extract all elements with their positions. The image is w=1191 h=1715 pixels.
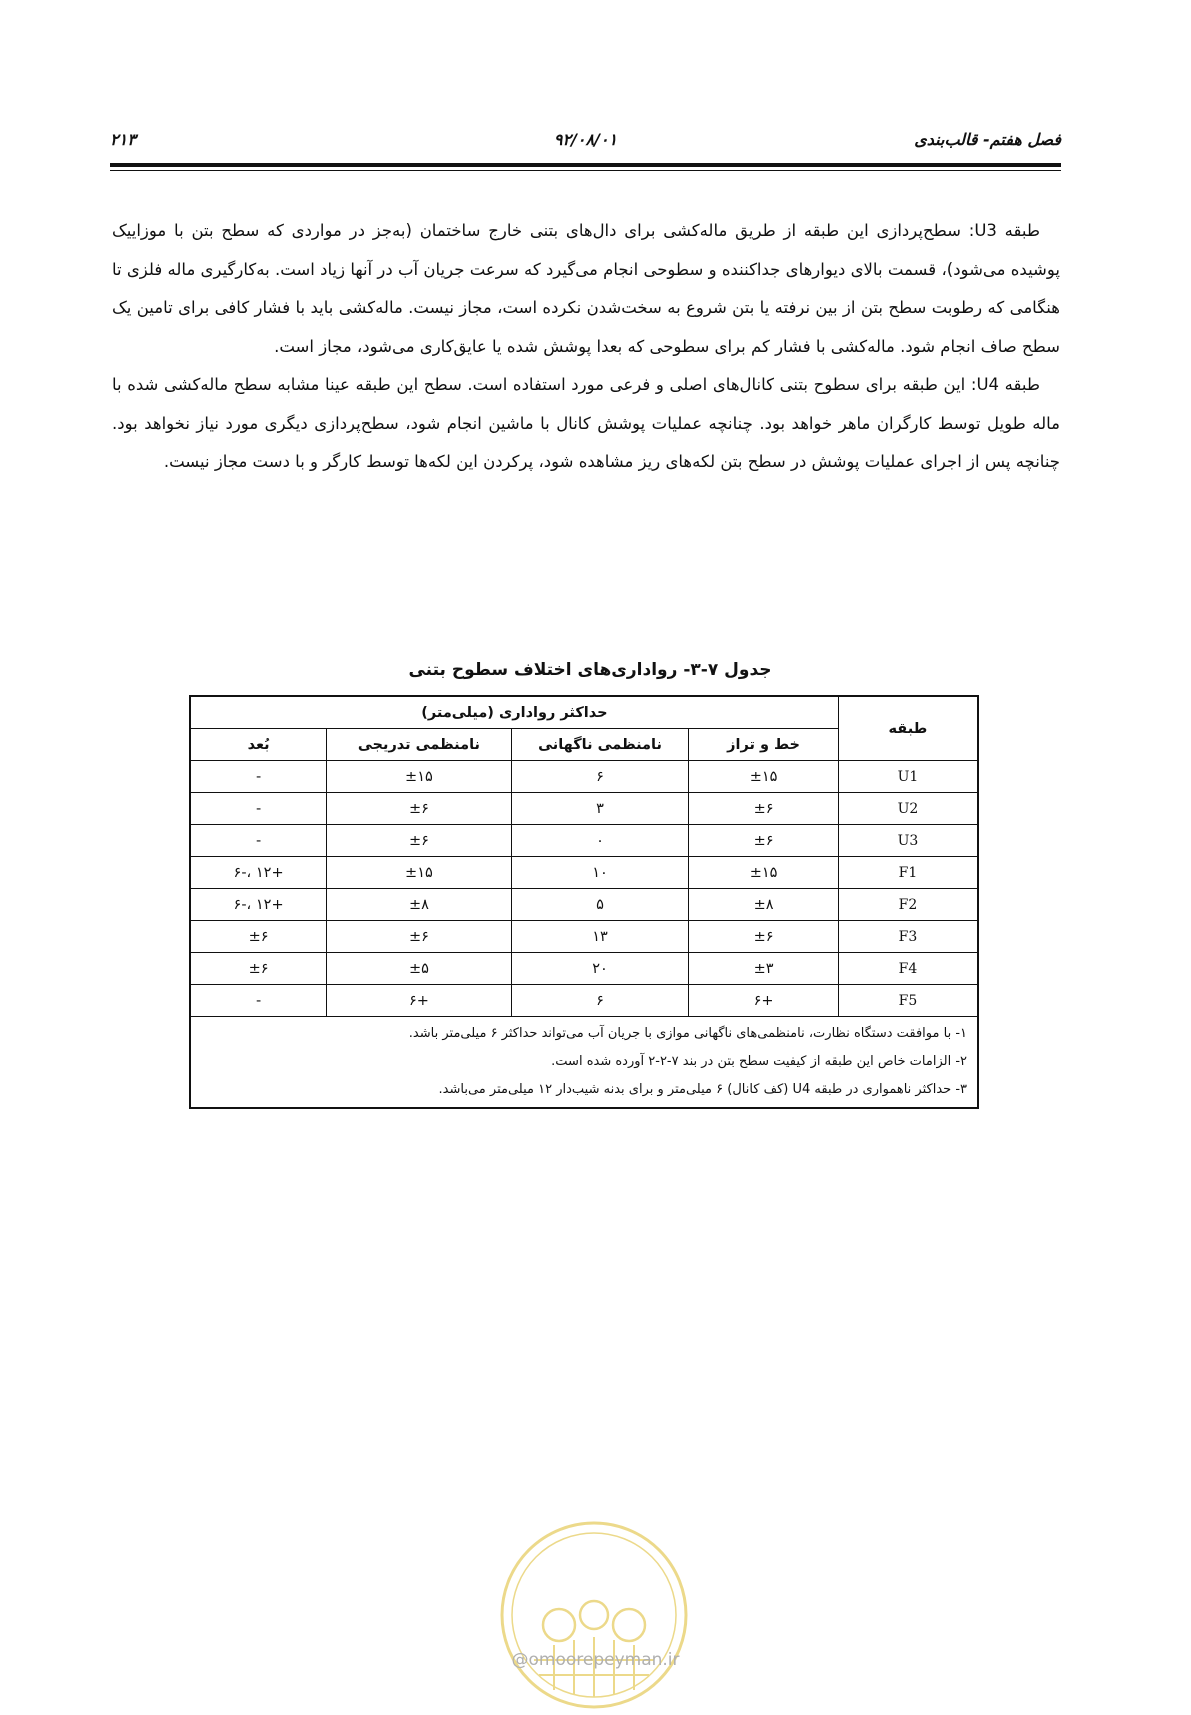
cell-line: +۶ xyxy=(689,985,839,1017)
table-note: ۱- با موافقت دستگاه نظارت، نامنظمی‌های ناگهانی موازی با جریان آب می‌تواند حداکثر ۶ میلی‌متر باشد. xyxy=(408,1026,967,1041)
header-rule-thick xyxy=(110,163,1061,167)
header-line-level: خط و تراز xyxy=(689,729,839,761)
cell-class: F1 xyxy=(838,857,978,889)
header-sudden: نامنظمی ناگهانی xyxy=(511,729,689,761)
table-row xyxy=(190,985,978,1017)
cell-gradual: ±۶ xyxy=(327,825,512,857)
cell-sudden: ۳ xyxy=(511,793,689,825)
cell-class: F3 xyxy=(838,921,978,953)
cell-sudden: ۰ xyxy=(511,825,689,857)
body-text xyxy=(112,212,1060,482)
cell-dimension: - xyxy=(190,825,327,857)
table-notes xyxy=(190,1017,978,1109)
page-header xyxy=(110,130,1061,152)
cell-gradual: ±۵ xyxy=(327,953,512,985)
header-max-tolerance: حداکثر رواداری (میلی‌متر) xyxy=(190,696,838,729)
table-row xyxy=(190,889,978,921)
table-row xyxy=(190,857,978,889)
cell-sudden: ۶ xyxy=(511,985,689,1017)
header-date: ۹۲/۰۸/۰۱ xyxy=(553,130,618,149)
cell-dimension: - xyxy=(190,761,327,793)
cell-class: F2 xyxy=(838,889,978,921)
cell-gradual: ±۱۵ xyxy=(327,857,512,889)
header-gradual: نامنظمی تدریجی xyxy=(327,729,512,761)
cell-line: ±۶ xyxy=(689,793,839,825)
cell-dimension: +۱۲ ،-۶ xyxy=(190,889,327,921)
cell-class: U1 xyxy=(838,761,978,793)
cell-dimension: +۱۲ ،-۶ xyxy=(190,857,327,889)
tolerance-table xyxy=(189,695,979,1109)
cell-sudden: ۱۳ xyxy=(511,921,689,953)
cell-class: U3 xyxy=(838,825,978,857)
cell-class: F5 xyxy=(838,985,978,1017)
cell-sudden: ۶ xyxy=(511,761,689,793)
cell-line: ±۳ xyxy=(689,953,839,985)
cell-dimension: ±۶ xyxy=(190,953,327,985)
page-number: ۲۱۳ xyxy=(110,130,136,149)
cell-dimension: - xyxy=(190,985,327,1017)
cell-line: ±۱۵ xyxy=(689,761,839,793)
cell-class: F4 xyxy=(838,953,978,985)
table-row xyxy=(190,953,978,985)
cell-line: ±۶ xyxy=(689,825,839,857)
cell-line: ±۱۵ xyxy=(689,857,839,889)
cell-gradual: ±۶ xyxy=(327,793,512,825)
table-header-row xyxy=(190,696,978,729)
table-row xyxy=(190,761,978,793)
cell-sudden: ۲۰ xyxy=(511,953,689,985)
cell-gradual: +۶ xyxy=(327,985,512,1017)
cell-sudden: ۱۰ xyxy=(511,857,689,889)
cell-class: U2 xyxy=(838,793,978,825)
paragraph-u4: طبقه U4: این طبقه برای سطوح بتنی کانال‌های اصلی و فرعی مورد استفاده است. سطح این طبقه عینا مشابه سطح ماله‌کشی شده با ماله طویل توسط کارگران ماهر خواهد بود. چنانچه عملیات پوشش کانال با ماشین انجام شود، سطح‌پردازی دیگری مورد نیاز نخواهد بود. چنانچه پس از اجرای عملیات پوشش در سطح بتن لکه‌های ریز مشاهده شود، پرکردن این لکه‌ها توسط کارگر و با دست مجاز نیست. xyxy=(112,375,1060,471)
header-rule-thin xyxy=(110,170,1061,171)
table-row xyxy=(190,825,978,857)
watermark-website: @omoorepeyman.ir xyxy=(511,1650,680,1670)
cell-gradual: ±۸ xyxy=(327,889,512,921)
table-row xyxy=(190,793,978,825)
watermark-seal-logo xyxy=(494,1515,694,1715)
cell-line: ±۶ xyxy=(689,921,839,953)
cell-line: ±۸ xyxy=(689,889,839,921)
header-dimension: بُعد xyxy=(190,729,327,761)
cell-gradual: ±۱۵ xyxy=(327,761,512,793)
chapter-title: فصل هفتم- قالب‌بندی xyxy=(914,130,1061,149)
table-row xyxy=(190,921,978,953)
cell-gradual: ±۶ xyxy=(327,921,512,953)
table-caption: جدول ۷-۳- رواداری‌های اختلاف سطوح بتنی xyxy=(408,660,772,680)
table-note: ۳- حداکثر ناهمواری در طبقه U4 (کف کانال) ۶ میلی‌متر و برای بدنه شیب‌دار ۱۲ میلی‌متر می‌باشد. xyxy=(438,1082,967,1097)
header-class: طبقه xyxy=(838,696,978,761)
paragraph-u3: طبقه U3: سطح‌پردازی این طبقه از طریق ماله‌کشی برای دال‌های بتنی خارج ساختمان (به‌جز در مواردی که سطح بتن با موزاییک پوشیده می‌شود)، قسمت بالای دیوارهای جداکننده و سطوحی انجام می‌گیرد که سرعت جریان آب در آنها زیاد است. به‌کارگیری ماله فلزی تا هنگامی که رطوبت سطح بتن از بین نرفته یا بتن شروع به سخت‌شدن نکرده است، مجاز نیست. ماله‌کشی باید با فشار کافی برای تامین یک سطح صاف انجام شود. ماله‌کشی با فشار کم برای سطوحی که بعدا پوشش شده یا عایق‌کاری می‌شود، مجاز است. xyxy=(112,221,1060,356)
table-note: ۲- الزامات خاص این طبقه از کیفیت سطح بتن در بند ۷-۲-۲ آورده شده است. xyxy=(551,1054,967,1069)
table-notes-row xyxy=(190,1017,978,1109)
cell-dimension: ±۶ xyxy=(190,921,327,953)
cell-sudden: ۵ xyxy=(511,889,689,921)
cell-dimension: - xyxy=(190,793,327,825)
